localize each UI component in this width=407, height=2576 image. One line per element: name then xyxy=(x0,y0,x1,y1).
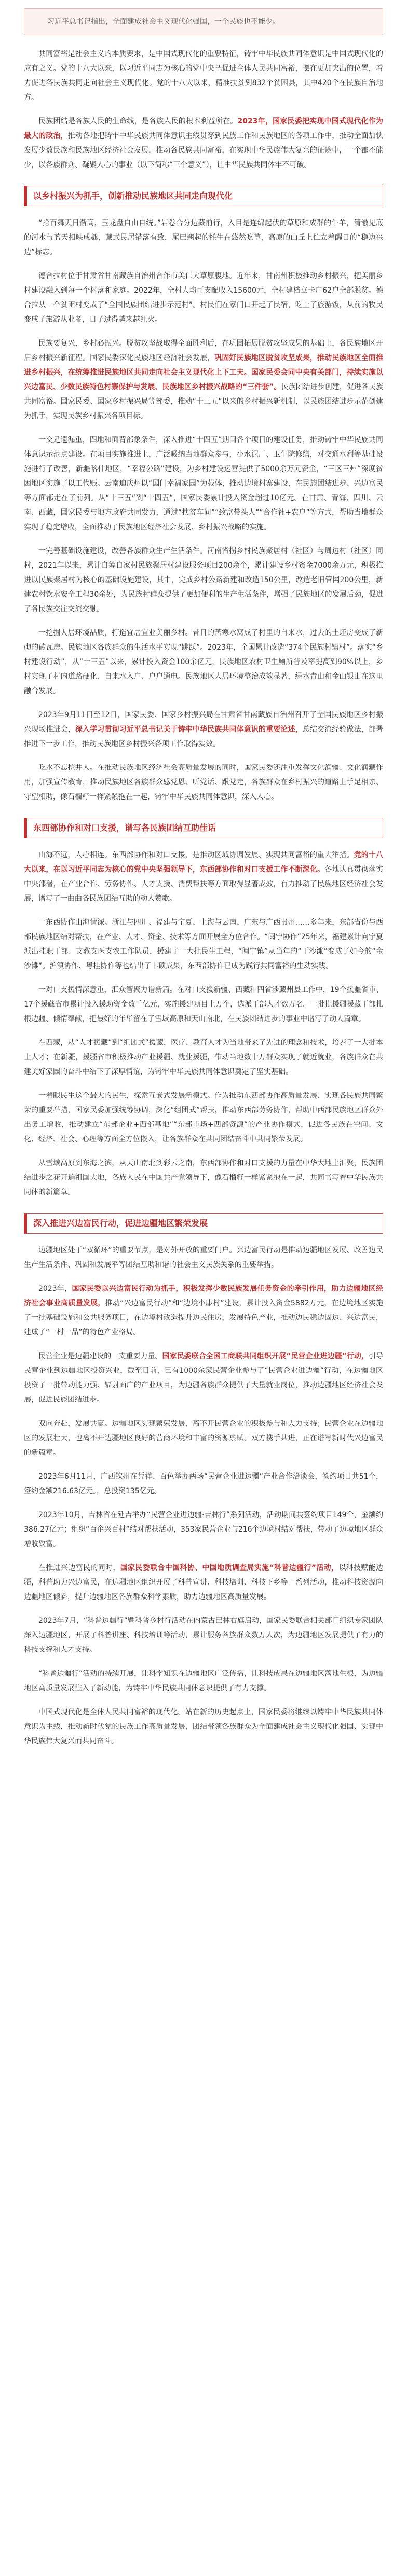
paragraph: “科普边疆行”活动的持续开展，让科学知识在边疆地区广泛传播，让科技成果在边疆地区落地生根，为边疆地区高质量发展注入了新动能，为铸牢中华民族共同体意识提供了有力支撑。 xyxy=(24,1670,383,1692)
paragraph: 一完善基础设施建设，改善各族群众生产生活条件。河南省拐乡村民族聚居村（社区）与周边村（社区）同村，2021年以来，累计自筹自家村民族聚居村建设服务项目200余个，累计建设乡村资金7000余万元，积极推进以民族聚居村为核心的基础设施建设，其中，完成乡村公路新建和改造150公里，改造老旧管网200公里，新建农村饮水安全工程30余处，为民族村群众提供了更加便利的生产生活条件，增强了民族地区的发展后劲，促进了各民族交往交流交融。 xyxy=(24,547,383,613)
paragraph: 民族要复兴，乡村必振兴。脱贫攻坚战取得全面胜利后，在巩固拓展脱贫攻坚成果的基础上，各民族地区开启乡村振兴新征程。国家民委深化民族地区经济社会发展，巩固好民族地区脱贫攻坚成果，推动民族地区全面推进乡村振兴，在统筹推进民族地区共同走向社会主义现代化上下工夫。国家民委会同中央有关部门，持续实施以兴边富民、少数民族特色村寨保护与发展、民族地区乡村振兴战略的“三件套”。民族团结进步创建，促进各民族共同富裕。国家民委、国家乡村振兴局等部委，推动“十三五”以来的乡村振兴新机制，以民族团结进步示范创建为抓手，实现民族乡村振兴各项目标。 xyxy=(24,339,384,420)
paragraph: 在西藏，从“人才援藏”到“组团式”援藏，医疗、教育人才为当地带来了先进的理念和技术，培养了一大批本土人才；在新疆，援疆省市积极推动产业援疆、就业援疆，带动当地数十万群众实现了就近就业，各族群众在共建美好家园的奋斗中结下了深厚情谊，为铸牢中华民族共同体意识奠定了坚实基础。 xyxy=(24,1039,383,1076)
highlight-text: 国家民委以兴边富民行动为抓手，积极发挥少数民族发展任务资金的牵引作用，助力边疆地区经济社会事业高质量发展， xyxy=(24,1285,383,1307)
paragraph: 双向奔赴，发展共赢。边疆地区实现繁荣发展，离不开民营企业的积极参与和大力支持；民营企业在边疆地区的发展壮大，也离不开边疆地区良好的营商环境和丰富的资源禀赋。双方携手共进，正在谱写新时代兴边富民的新篇章。 xyxy=(24,1420,383,1457)
section-heading-1: 以乡村振兴为抓手，创新推动民族地区共同走向现代化 xyxy=(24,186,383,206)
paragraph: 2023年，国家民委以兴边富民行动为抓手，积极发挥少数民族发展任务资金的牵引作用，助力边疆地区经济社会事业高质量发展，推动“兴边富民行动”和“边境小康村”建设，累计投入资金5882万元，在边境地区实施了一批基础设施和公共服务项目，在边境村改造提升边民住房，发展特色产业，推动边民稳边固边、兴边富民，建成了“一村一品”的特色产业格局。 xyxy=(24,1285,384,1337)
paragraph: 共同富裕是社会主义的本质要求，是中国式现代化的重要特征，铸牢中华民族共同体意识是中国式现代化的应有之义。党的十八大以来，以习近平同志为核心的党中央把促进全体人民共同富裕，摆在更加突出的位置，着力促进各民族共同走向社会主义现代化。党的十八大以来，精准扶贫到832个贫困县，其中420个在民族自治地方。 xyxy=(24,50,383,102)
highlight-text: 党的十八大以来，在以习近平同志为核心的党中央坚强领导下，东西部协作和对口支援工作不断深化。 xyxy=(24,851,384,874)
paragraph: 德合拉村位于甘肃省甘南藏族自治州合作市美仁大草原腹地。近年来，甘南州积极推动乡村振兴，把美丽乡村建设融入到每一个村落和家庭。2022年，全村人均可支配收入15600元，全村建档立卡户62户全部脱贫。德合拉从一个贫困村变成了“全国民族团结进步示范村”。村民们在家门口开起了民宿，吃上了旅游饭，从前的牧民变成了旅游从业者，日子过得越来越红火。 xyxy=(24,272,383,324)
highlight-text: 深入学习贯彻习近平总书记关于铸牢中华民族共同体意识的重要论述， xyxy=(75,725,303,734)
paragraph: 中国式现代化是全体人民共同富裕的现代化。站在新的历史起点上，国家民委将继续以铸牢中华民族共同体意识为主线，推动新时代党的民族工作高质量发展，团结带领各族群众为全面建成社会主义现代化强国、实现中华民族伟大复兴而共同奋斗。 xyxy=(24,1708,383,1745)
paragraph: 在推进兴边富民的同时，国家民委联合中国科协、中国地质调查局实施“科普边疆行”活动，以科技赋能边疆，科普助力兴边富民，在边疆地区组织开展了科普宣讲、科技培训、科技下乡等一系列活动，推动科技资源向边疆地区倾斜，提升边疆地区各族群众科学素质，助力边疆地区高质量发展。 xyxy=(24,1564,384,1601)
highlight-text: 国家民委联合中国科协、中国地质调查局实施“科普边疆行”活动， xyxy=(120,1564,339,1572)
highlight-text: 2023年，国家民委把实现中国式现代化作为最大的政治， xyxy=(24,117,384,140)
paragraph: 一挖掘人居环境品质，打造宜居宜业美丽乡村。昔日的苦寒水窝成了村里的自来水，过去的土坯房变成了新砌的砖瓦房。民族地区各族群众的生活水平实现“跳跃”。2023年，全国累计改造“374个民族村镇村”。落实“乡村建设行动”，从“十三五”以来，累计投入资金100余亿元，民族地区农村卫生厕所普及率提高到90%以上，乡村实现了村内道路硬化、自来水入户、户户通电。民族地区人居环境整治成效显著，绿水青山和金山银山在这里融合发展。 xyxy=(24,629,383,695)
highlight-text: 巩固好民族地区脱贫攻坚成果，推动民族地区全面推进乡村振兴，在统筹推进民族地区共同走向社会主义现代化上下工夫。国家民委会同中央有关部门，持续实施以兴边富民、少数民族特色村寨保护与发展、民族地区乡村振兴战略的“三件套”。 xyxy=(24,354,383,391)
paragraph: 2023年6月11月，广西钦州在凭祥、百色举办两场“民营企业进边疆”产业合作洽谈会，签约项目共51个，签约金额216.63亿元。，总投资135亿元。 xyxy=(24,1472,383,1495)
paragraph: 一交足遗漏重，四地和面背部象条件，深入推进“十四五”期间各个项目的建设任务，推动铸牢中华民族共同体意识示范点建设。在项目实施推进上，广泛吸纳当地群众参与，小水泥厂、卫生院修缮，对交通水利等基础设施进行了改善，新疆喀什地区，“幸福公路”建设，为乡村建设运营提供了5000余万元资金，“三区三州”深度贫困地区实施了以工代赈。云南迪庆州以“国门幸福家园”为载体，推动边境村寨建设，在民族团结进步、兴边富民等方面都走在了前列。从“十三五”到“十四五”，国家民委累计投入资金超过10亿元。在甘肃、青海、四川、云南、西藏，国家民委与地方政府共同发力，通过“扶贫车间”“致富带头人”“合作社+农户”等方式，帮助当地群众实现了稳定增收，全面推动了民族地区经济社会发展、乡村振兴战略的实施。 xyxy=(24,436,383,531)
paragraph: 2023年9月11日至12日，国家民委、国家乡村振兴局在甘肃省甘南藏族自治州召开了全国民族地区乡村振兴现场推进会，深入学习贯彻习近平总书记关于铸牢中华民族共同体意识的重要论述，总结交流经验做法，部署推进下一步工作，推动民族地区乡村振兴各项工作取得实效。 xyxy=(24,711,383,748)
section-heading-2: 东西部协作和对口支援，谱写各民族团结互助佳话 xyxy=(24,818,383,838)
paragraph: 一东西协作山海情深。浙江与四川、福建与宁夏、上海与云南、广东与广西贵州……多年来，东部省份与西部民族地区结对帮扶，在产业、人才、资金、技术等方面开展全方位合作。“闽宁协作”25年来，福建累计向宁夏派出挂职干部、支教支医支农工作队员，援建了一大批民生工程，“闽宁镇”从当年的“干沙滩”变成了如今的“金沙滩”。沪滇协作、粤桂协作等也结出了丰硕成果，东西部协作已成为践行共同富裕的生动实践。 xyxy=(24,918,383,970)
paragraph: 吃水不忘挖井人。在推动民族地区经济社会高质量发展的同时，国家民委还注重发挥文化润疆、文化润藏作用，加强宣传教育，推动民族地区各族群众感党恩、听党话、跟党走，各族群众在乡村振兴的道路上手足相亲、守望相助，像石榴籽一样紧紧抱在一起，铸牢中华民族共同体意识，深入人心。 xyxy=(24,764,383,801)
highlight-text: 国家民委联合全国工商联共同组织开展“民营企业进边疆”行动， xyxy=(162,1352,369,1360)
paragraph: 边疆地区处于“双循环”的重要节点，是对外开放的重要门户。兴边富民行动是推动边疆地区发展、改善边民生产生活条件、巩固和发展平等团结互助和谐的社会主义民族关系的重要举措。 xyxy=(24,1246,383,1269)
intro-quote-text: 习近平总书记指出，全面建成社会主义现代化强国，一个民族也不能少。 xyxy=(47,18,280,26)
section-heading-3: 深入推进兴边富民行动，促进边疆地区繁荣发展 xyxy=(24,1213,383,1234)
paragraph: 山海不远，人心相连。东西部协作和对口支援，是推动区域协调发展、实现共同富裕的重大举措。党的十八大以来，在以习近平同志为核心的党中央坚强领导下，东西部协作和对口支援工作不断深化。各地认真贯彻落实中央部署，在产业合作、劳务协作、人才支援、消费帮扶等方面取得显著成效，有力推动了民族地区经济社会发展，谱写了一曲曲各民族团结互助的动人赞歌。 xyxy=(24,851,384,903)
paragraph: 2023年10月，吉林省在延吉举办“民营企业进边疆·吉林行”系列活动，活动期间共签约项目149个，金额约386.27亿元；组织“百企兴百村”结对帮扶活动，353家民营企业与216个边境村结对帮扶，带动了边境地区群众增收致富。 xyxy=(24,1511,383,1548)
paragraph: 从雪域高原到东海之滨，从天山南北到彩云之南，东西部协作和对口支援的力量在中华大地上汇聚，民族团结进步之花开遍祖国大地，各族人民在中国共产党领导下，像石榴籽一样紧紧抱在一起，共同书写着中华民族共同体的新篇章。 xyxy=(24,1159,383,1196)
paragraph: “捻百舞天日渐高，玉龙盘自由自统。”岩卷合分边藏前行，入目是连绵起伏的草原和成群的牛羊，清澈见底的河水与蓝天相映成趣，藏式民居错落有致，尾巴翘起的牦牛在悠然吃草，高原的山丘上伫立着醒目的“稳边兴边”标志。 xyxy=(24,219,383,256)
paragraph: 民营企业是边疆建设的一支重要力量。国家民委联合全国工商联共同组织开展“民营企业进边疆”行动，引导民营企业到边疆地区投资兴业，截至目前，已有1000余家民营企业参与了“民营企业进边疆”行动，在边疆地区投资了一批带动能力强、辐射面广的产业项目，为边疆各族群众提供了大量就业岗位，推动边疆地区经济社会发展，促进民族团结进步。 xyxy=(24,1352,384,1404)
paragraph: 2023年7月，“科普边疆行”暨科普乡村行活动在内蒙古巴林右旗启动，国家民委联合相关部门组织专家团队深入边疆地区，开展了科普讲座、科技培训等活动，累计服务各族群众数万人次，为边疆地区发展提供了有力的科技支撑和人才支持。 xyxy=(24,1617,383,1654)
paragraph: 一对口支援情深意重，汇众智聚力谱新篇。在对口支援新疆、西藏和四省涉藏州县工作中，19个援疆省市、17个援藏省市累计投入援助资金数千亿元，实施援建项目上万个，选派干部人才数万名。一批批援疆援藏干部扎根边疆、倾情奉献，把最好的年华留在了雪域高原和天山南北，在民族团结进步的事业中谱写了动人篇章。 xyxy=(24,986,383,1023)
paragraph: 民族团结是各族人民的生命线，是各族人民的根本利益所在。2023年，国家民委把实现中国式现代化作为最大的政治，推动各地把铸牢中华民族共同体意识主线贯穿到民族工作和民族地区的各项工作中，推动全面加快发展少数民族和民族地区经济社会发展，推动各民族共同富裕，在实现中华民族伟大复兴的征途中，一个都不能少，以各族群众、凝聚人心的事业（以下简称“三个意义”），让中华民族共同体牢不可破。 xyxy=(24,117,384,169)
intro-quote xyxy=(24,8,383,35)
paragraph: 一着眼民生这个最大的民生，探索互嵌式发展新模式。作为推动东西部协作高质量发展、实现各民族共同繁荣的重要举措，国家民委加强统筹协调，深化“组团式”帮扶，推动东西部劳务协作，帮助中西部民族地区群众外出务工增收，推动建立“东部企业+西部基地”“东部市场+西部资源”的产业协作模式，促进各民族在空间、文化、经济、社会、心理等方面全方位嵌入，让各族群众在共同团结奋斗中共同繁荣发展。 xyxy=(24,1092,383,1144)
